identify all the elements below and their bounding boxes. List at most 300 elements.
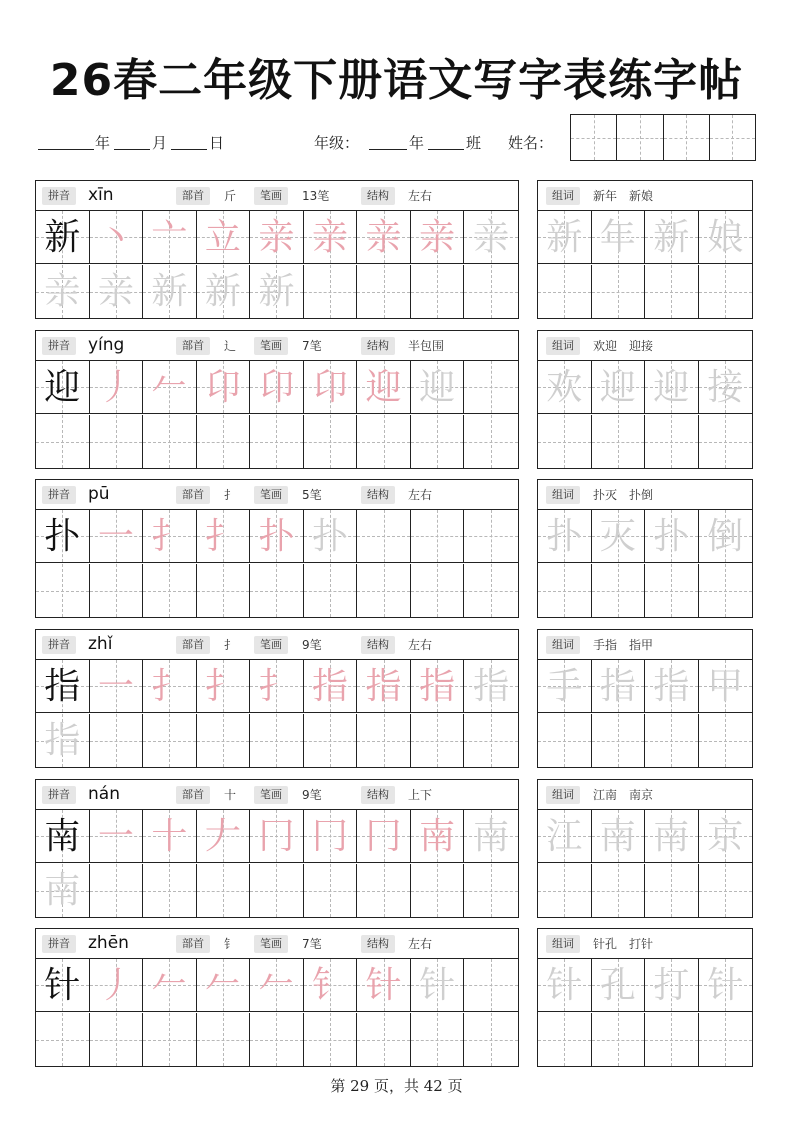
trace-character: 𠂉 bbox=[151, 367, 188, 408]
words-tag: 组词 bbox=[546, 786, 580, 804]
trace-character: 亲 bbox=[419, 217, 456, 258]
trace-character: 𠂉 bbox=[258, 965, 295, 1006]
word-cell[interactable] bbox=[699, 415, 753, 468]
practice-cell[interactable] bbox=[464, 714, 518, 767]
practice-cell[interactable] bbox=[143, 510, 197, 562]
practice-cell[interactable] bbox=[197, 959, 251, 1011]
word-header bbox=[538, 780, 752, 810]
practice-cell[interactable] bbox=[90, 959, 144, 1011]
word-cell[interactable] bbox=[699, 959, 753, 1011]
word-cell[interactable] bbox=[645, 415, 699, 468]
page-title: 26春二年级下册语文写字表练字帖 bbox=[49, 55, 744, 106]
class-label: 班 bbox=[466, 134, 482, 152]
word-cell[interactable] bbox=[592, 864, 646, 917]
word-cell[interactable] bbox=[538, 564, 592, 617]
practice-row bbox=[36, 959, 518, 1012]
trace-character: 针 bbox=[365, 965, 402, 1006]
practice-cell[interactable] bbox=[304, 1013, 358, 1066]
name-cell[interactable] bbox=[617, 115, 663, 160]
practice-cell[interactable] bbox=[411, 714, 465, 767]
word-cell[interactable] bbox=[538, 864, 592, 917]
trace-character: 卬 bbox=[312, 367, 349, 408]
name-box[interactable] bbox=[570, 114, 756, 161]
practice-cell[interactable] bbox=[357, 415, 411, 468]
radical-tag: 部首 bbox=[176, 337, 210, 355]
strokes-tag: 笔画 bbox=[254, 187, 288, 205]
practice-cell[interactable] bbox=[411, 810, 465, 862]
word-cell[interactable] bbox=[538, 714, 592, 767]
word-cell[interactable] bbox=[538, 810, 592, 862]
strokes-value: 13笔 bbox=[302, 189, 330, 203]
practice-cell[interactable] bbox=[197, 415, 251, 468]
practice-cell[interactable] bbox=[357, 660, 411, 712]
word-trace-character: 孔 bbox=[599, 965, 636, 1006]
day-blank[interactable] bbox=[171, 134, 207, 150]
practice-cell[interactable] bbox=[36, 714, 90, 767]
char-info-header bbox=[36, 181, 518, 211]
practice-cell[interactable] bbox=[143, 564, 197, 617]
pinyin-value: pū bbox=[88, 484, 110, 504]
trace-character: 新 bbox=[151, 271, 188, 312]
practice-cell[interactable] bbox=[90, 415, 144, 468]
strokes-tag: 笔画 bbox=[254, 636, 288, 654]
practice-cell[interactable] bbox=[304, 564, 358, 617]
practice-cell[interactable] bbox=[357, 265, 411, 318]
grade-blank[interactable] bbox=[369, 134, 407, 150]
word-row bbox=[538, 361, 752, 414]
trace-character: 扌 bbox=[204, 516, 241, 557]
practice-row bbox=[36, 510, 518, 563]
word-row bbox=[538, 810, 752, 863]
trace-character: 南 bbox=[473, 816, 510, 857]
practice-cell[interactable] bbox=[357, 810, 411, 862]
structure-value: 左右 bbox=[408, 937, 433, 951]
word-cell[interactable] bbox=[538, 660, 592, 712]
practice-cell[interactable] bbox=[250, 211, 304, 263]
practice-cell[interactable] bbox=[250, 1013, 304, 1066]
practice-cell[interactable] bbox=[250, 265, 304, 318]
practice-cell[interactable] bbox=[411, 660, 465, 712]
practice-cell[interactable] bbox=[90, 265, 144, 318]
word-header bbox=[538, 331, 752, 361]
structure-tag: 结构 bbox=[361, 337, 395, 355]
practice-cell[interactable] bbox=[143, 660, 197, 712]
practice-cell[interactable] bbox=[464, 415, 518, 468]
trace-character: 卬 bbox=[258, 367, 295, 408]
word-cell[interactable] bbox=[699, 714, 753, 767]
word-practice-block bbox=[537, 180, 753, 319]
char-practice-block bbox=[35, 629, 519, 768]
word-cell[interactable] bbox=[592, 660, 646, 712]
trace-character: 指 bbox=[312, 666, 349, 707]
radical-value: 扌 bbox=[224, 488, 237, 502]
trace-character: 亲 bbox=[365, 217, 402, 258]
practice-cell[interactable] bbox=[250, 660, 304, 712]
pinyin-tag: 拼音 bbox=[42, 786, 76, 804]
word-cell[interactable] bbox=[645, 361, 699, 413]
word-cell[interactable] bbox=[592, 415, 646, 468]
practice-cell[interactable] bbox=[304, 211, 358, 263]
word-trace-character: 接 bbox=[707, 367, 744, 408]
model-character: 新 bbox=[44, 217, 81, 258]
trace-character: 亲 bbox=[258, 217, 295, 258]
practice-cell[interactable] bbox=[197, 714, 251, 767]
trace-character: 𠂇 bbox=[204, 816, 241, 857]
practice-cell[interactable] bbox=[250, 714, 304, 767]
word-cell[interactable] bbox=[699, 810, 753, 862]
word-trace-character: 倒 bbox=[707, 516, 744, 557]
practice-row bbox=[36, 660, 518, 713]
trace-character: 十 bbox=[151, 816, 188, 857]
structure-tag: 结构 bbox=[361, 786, 395, 804]
trace-character: 亠 bbox=[151, 217, 188, 258]
practice-cell[interactable] bbox=[250, 510, 304, 562]
word-cell[interactable] bbox=[592, 810, 646, 862]
practice-cell[interactable] bbox=[143, 810, 197, 862]
pinyin-value: yíng bbox=[88, 335, 125, 355]
word-cell[interactable] bbox=[645, 959, 699, 1011]
practice-row bbox=[36, 211, 518, 264]
structure-value: 左右 bbox=[408, 638, 433, 652]
practice-cell[interactable] bbox=[143, 211, 197, 263]
word-trace-character: 欢 bbox=[546, 367, 583, 408]
word-cell[interactable] bbox=[699, 211, 753, 263]
strokes-value: 9笔 bbox=[302, 788, 322, 802]
word-cell[interactable] bbox=[592, 265, 646, 318]
structure-tag: 结构 bbox=[361, 187, 395, 205]
pinyin-tag: 拼音 bbox=[42, 636, 76, 654]
practice-cell[interactable] bbox=[36, 564, 90, 617]
word-cell[interactable] bbox=[699, 265, 753, 318]
word-trace-character: 针 bbox=[707, 965, 744, 1006]
trace-character: 南 bbox=[44, 870, 81, 911]
practice-cell[interactable] bbox=[197, 864, 251, 917]
char-practice-block bbox=[35, 779, 519, 918]
practice-cell[interactable] bbox=[411, 510, 465, 562]
model-character: 迎 bbox=[44, 367, 81, 408]
practice-cell[interactable] bbox=[36, 1013, 90, 1066]
name-cell[interactable] bbox=[710, 115, 755, 160]
practice-cell[interactable] bbox=[411, 265, 465, 318]
practice-cell[interactable] bbox=[90, 660, 144, 712]
trace-character: 一 bbox=[97, 816, 134, 857]
practice-cell[interactable] bbox=[304, 959, 358, 1011]
practice-cell[interactable] bbox=[197, 510, 251, 562]
word-row bbox=[538, 564, 752, 617]
strokes-tag: 笔画 bbox=[254, 786, 288, 804]
word-trace-character: 灭 bbox=[599, 516, 636, 557]
page-footer: 第 29 页，共 42 页 bbox=[330, 1077, 463, 1095]
practice-cell[interactable] bbox=[304, 510, 358, 562]
word-cell[interactable] bbox=[699, 1013, 753, 1066]
word-cell[interactable] bbox=[538, 959, 592, 1011]
word-cell[interactable] bbox=[645, 265, 699, 318]
practice-cell[interactable] bbox=[36, 361, 90, 413]
practice-cell[interactable] bbox=[197, 1013, 251, 1066]
practice-cell[interactable] bbox=[464, 564, 518, 617]
word-header bbox=[538, 630, 752, 660]
practice-cell[interactable] bbox=[411, 361, 465, 413]
char-practice-block bbox=[35, 330, 519, 469]
practice-cell[interactable] bbox=[304, 415, 358, 468]
practice-cell[interactable] bbox=[143, 415, 197, 468]
word-cell[interactable] bbox=[592, 211, 646, 263]
practice-cell[interactable] bbox=[36, 660, 90, 712]
model-character: 针 bbox=[44, 965, 81, 1006]
practice-cell[interactable] bbox=[197, 660, 251, 712]
practice-cell[interactable] bbox=[411, 211, 465, 263]
practice-cell[interactable] bbox=[250, 564, 304, 617]
word-row bbox=[538, 265, 752, 318]
trace-character: 扑 bbox=[312, 516, 349, 557]
word-cell[interactable] bbox=[538, 211, 592, 263]
word-cell[interactable] bbox=[592, 959, 646, 1011]
trace-character: 亲 bbox=[473, 217, 510, 258]
strokes-value: 7笔 bbox=[302, 339, 322, 353]
name-cell[interactable] bbox=[664, 115, 710, 160]
practice-cell[interactable] bbox=[304, 660, 358, 712]
radical-value: 扌 bbox=[224, 638, 237, 652]
practice-cell[interactable] bbox=[36, 211, 90, 263]
char-info-header bbox=[36, 331, 518, 361]
month-label: 月 bbox=[152, 134, 168, 152]
strokes-tag: 笔画 bbox=[254, 337, 288, 355]
trace-character: 亲 bbox=[312, 217, 349, 258]
practice-cell[interactable] bbox=[250, 361, 304, 413]
practice-cell[interactable] bbox=[143, 1013, 197, 1066]
pinyin-value: zhǐ bbox=[88, 634, 113, 654]
practice-cell[interactable] bbox=[357, 564, 411, 617]
practice-cell[interactable] bbox=[90, 810, 144, 862]
word-cell[interactable] bbox=[538, 265, 592, 318]
word-cell[interactable] bbox=[538, 1013, 592, 1066]
practice-cell[interactable] bbox=[411, 564, 465, 617]
practice-row bbox=[36, 265, 518, 318]
practice-cell[interactable] bbox=[90, 564, 144, 617]
practice-cell[interactable] bbox=[250, 959, 304, 1011]
practice-cell[interactable] bbox=[464, 361, 518, 413]
word-cell[interactable] bbox=[645, 564, 699, 617]
radical-tag: 部首 bbox=[176, 636, 210, 654]
word-cell[interactable] bbox=[645, 864, 699, 917]
radical-tag: 部首 bbox=[176, 187, 210, 205]
practice-cell[interactable] bbox=[411, 959, 465, 1011]
trace-character: 冂 bbox=[365, 816, 402, 857]
word-cell[interactable] bbox=[592, 564, 646, 617]
word-cell[interactable] bbox=[592, 714, 646, 767]
word-cell[interactable] bbox=[645, 211, 699, 263]
practice-cell[interactable] bbox=[90, 1013, 144, 1066]
practice-cell[interactable] bbox=[36, 415, 90, 468]
practice-cell[interactable] bbox=[90, 211, 144, 263]
structure-value: 左右 bbox=[408, 189, 433, 203]
word-trace-character: 扑 bbox=[653, 516, 690, 557]
word-trace-character: 新 bbox=[546, 217, 583, 258]
word-cell[interactable] bbox=[699, 510, 753, 562]
word-cell[interactable] bbox=[645, 510, 699, 562]
word-cell[interactable] bbox=[645, 714, 699, 767]
trace-character: 南 bbox=[419, 816, 456, 857]
practice-row bbox=[36, 361, 518, 414]
word-practice-block bbox=[537, 629, 753, 768]
practice-cell[interactable] bbox=[411, 415, 465, 468]
trace-character: 指 bbox=[473, 666, 510, 707]
practice-cell[interactable] bbox=[197, 810, 251, 862]
practice-cell[interactable] bbox=[143, 959, 197, 1011]
word-trace-character: 针 bbox=[546, 965, 583, 1006]
practice-cell[interactable] bbox=[36, 265, 90, 318]
practice-row bbox=[36, 864, 518, 917]
practice-cell[interactable] bbox=[357, 510, 411, 562]
trace-character: 一 bbox=[97, 666, 134, 707]
word-trace-character: 娘 bbox=[707, 217, 744, 258]
practice-cell[interactable] bbox=[464, 660, 518, 712]
practice-cell[interactable] bbox=[143, 864, 197, 917]
char-info-header bbox=[36, 780, 518, 810]
practice-cell[interactable] bbox=[197, 211, 251, 263]
strokes-value: 9笔 bbox=[302, 638, 322, 652]
word-trace-character: 指 bbox=[599, 666, 636, 707]
month-blank[interactable] bbox=[114, 134, 150, 150]
word-row bbox=[538, 1013, 752, 1066]
practice-row bbox=[36, 714, 518, 767]
words-value: 扑灭 扑倒 bbox=[593, 488, 654, 502]
word-cell[interactable] bbox=[592, 510, 646, 562]
trace-character: 针 bbox=[419, 965, 456, 1006]
practice-cell[interactable] bbox=[36, 510, 90, 562]
practice-cell[interactable] bbox=[357, 1013, 411, 1066]
trace-character: 扌 bbox=[151, 516, 188, 557]
word-row bbox=[538, 660, 752, 713]
word-row bbox=[538, 415, 752, 468]
word-cell[interactable] bbox=[592, 361, 646, 413]
trace-character: 丿 bbox=[97, 367, 134, 408]
practice-cell[interactable] bbox=[464, 959, 518, 1011]
practice-cell[interactable] bbox=[304, 864, 358, 917]
word-cell[interactable] bbox=[538, 361, 592, 413]
practice-cell[interactable] bbox=[464, 864, 518, 917]
word-trace-character: 迎 bbox=[653, 367, 690, 408]
practice-cell[interactable] bbox=[197, 265, 251, 318]
words-tag: 组词 bbox=[546, 486, 580, 504]
name-label: 姓名： bbox=[508, 134, 554, 152]
trace-character: 丶 bbox=[97, 217, 134, 258]
practice-cell[interactable] bbox=[197, 564, 251, 617]
strokes-value: 5笔 bbox=[302, 488, 322, 502]
practice-cell[interactable] bbox=[197, 361, 251, 413]
practice-cell[interactable] bbox=[250, 415, 304, 468]
word-header bbox=[538, 929, 752, 959]
word-trace-character: 南 bbox=[653, 816, 690, 857]
strokes-tag: 笔画 bbox=[254, 486, 288, 504]
trace-character: 指 bbox=[44, 720, 81, 761]
practice-cell[interactable] bbox=[464, 265, 518, 318]
practice-cell[interactable] bbox=[143, 265, 197, 318]
word-cell[interactable] bbox=[645, 660, 699, 712]
practice-cell[interactable] bbox=[304, 361, 358, 413]
practice-cell[interactable] bbox=[464, 510, 518, 562]
trace-character: 亲 bbox=[44, 271, 81, 312]
practice-cell[interactable] bbox=[464, 1013, 518, 1066]
practice-cell[interactable] bbox=[304, 714, 358, 767]
year-blank[interactable] bbox=[38, 134, 94, 150]
word-practice-block bbox=[537, 779, 753, 918]
practice-cell[interactable] bbox=[143, 361, 197, 413]
practice-cell[interactable] bbox=[357, 959, 411, 1011]
practice-cell[interactable] bbox=[357, 211, 411, 263]
practice-cell[interactable] bbox=[90, 864, 144, 917]
class-blank[interactable] bbox=[428, 134, 464, 150]
trace-character: 扌 bbox=[151, 666, 188, 707]
practice-cell[interactable] bbox=[36, 959, 90, 1011]
radical-value: 钅 bbox=[224, 937, 237, 951]
practice-cell[interactable] bbox=[357, 361, 411, 413]
practice-cell[interactable] bbox=[411, 864, 465, 917]
word-cell[interactable] bbox=[592, 1013, 646, 1066]
practice-cell[interactable] bbox=[464, 211, 518, 263]
char-practice-block bbox=[35, 928, 519, 1067]
word-trace-character: 迎 bbox=[599, 367, 636, 408]
trace-character: 亲 bbox=[97, 271, 134, 312]
practice-cell[interactable] bbox=[357, 864, 411, 917]
words-value: 江南 南京 bbox=[593, 788, 654, 802]
practice-cell[interactable] bbox=[250, 864, 304, 917]
radical-tag: 部首 bbox=[176, 935, 210, 953]
practice-cell[interactable] bbox=[304, 265, 358, 318]
practice-cell[interactable] bbox=[464, 810, 518, 862]
word-cell[interactable] bbox=[538, 510, 592, 562]
practice-cell[interactable] bbox=[411, 1013, 465, 1066]
word-trace-character: 江 bbox=[546, 816, 583, 857]
structure-tag: 结构 bbox=[361, 935, 395, 953]
practice-cell[interactable] bbox=[90, 361, 144, 413]
practice-cell[interactable] bbox=[36, 864, 90, 917]
trace-character: 立 bbox=[204, 217, 241, 258]
word-cell[interactable] bbox=[699, 564, 753, 617]
practice-cell[interactable] bbox=[90, 510, 144, 562]
pinyin-tag: 拼音 bbox=[42, 337, 76, 355]
char-info-header bbox=[36, 630, 518, 660]
char-practice-block bbox=[35, 479, 519, 618]
word-cell[interactable] bbox=[699, 361, 753, 413]
trace-character: 𠂉 bbox=[151, 965, 188, 1006]
practice-cell[interactable] bbox=[90, 714, 144, 767]
practice-cell[interactable] bbox=[357, 714, 411, 767]
structure-tag: 结构 bbox=[361, 486, 395, 504]
word-trace-character: 打 bbox=[653, 965, 690, 1006]
trace-character: 卬 bbox=[204, 367, 241, 408]
trace-character: 丿 bbox=[97, 965, 134, 1006]
practice-cell[interactable] bbox=[304, 810, 358, 862]
word-cell[interactable] bbox=[645, 1013, 699, 1066]
word-trace-character: 甲 bbox=[707, 666, 744, 707]
practice-cell[interactable] bbox=[250, 810, 304, 862]
word-cell[interactable] bbox=[538, 415, 592, 468]
pinyin-tag: 拼音 bbox=[42, 187, 76, 205]
word-cell[interactable] bbox=[699, 660, 753, 712]
practice-cell[interactable] bbox=[143, 714, 197, 767]
char-info-header bbox=[36, 480, 518, 510]
words-tag: 组词 bbox=[546, 187, 580, 205]
word-cell[interactable] bbox=[699, 864, 753, 917]
practice-cell[interactable] bbox=[36, 810, 90, 862]
word-cell[interactable] bbox=[645, 810, 699, 862]
trace-character: 迎 bbox=[419, 367, 456, 408]
name-cell[interactable] bbox=[571, 115, 617, 160]
trace-character: 扑 bbox=[258, 516, 295, 557]
word-practice-block bbox=[537, 928, 753, 1067]
pinyin-tag: 拼音 bbox=[42, 486, 76, 504]
